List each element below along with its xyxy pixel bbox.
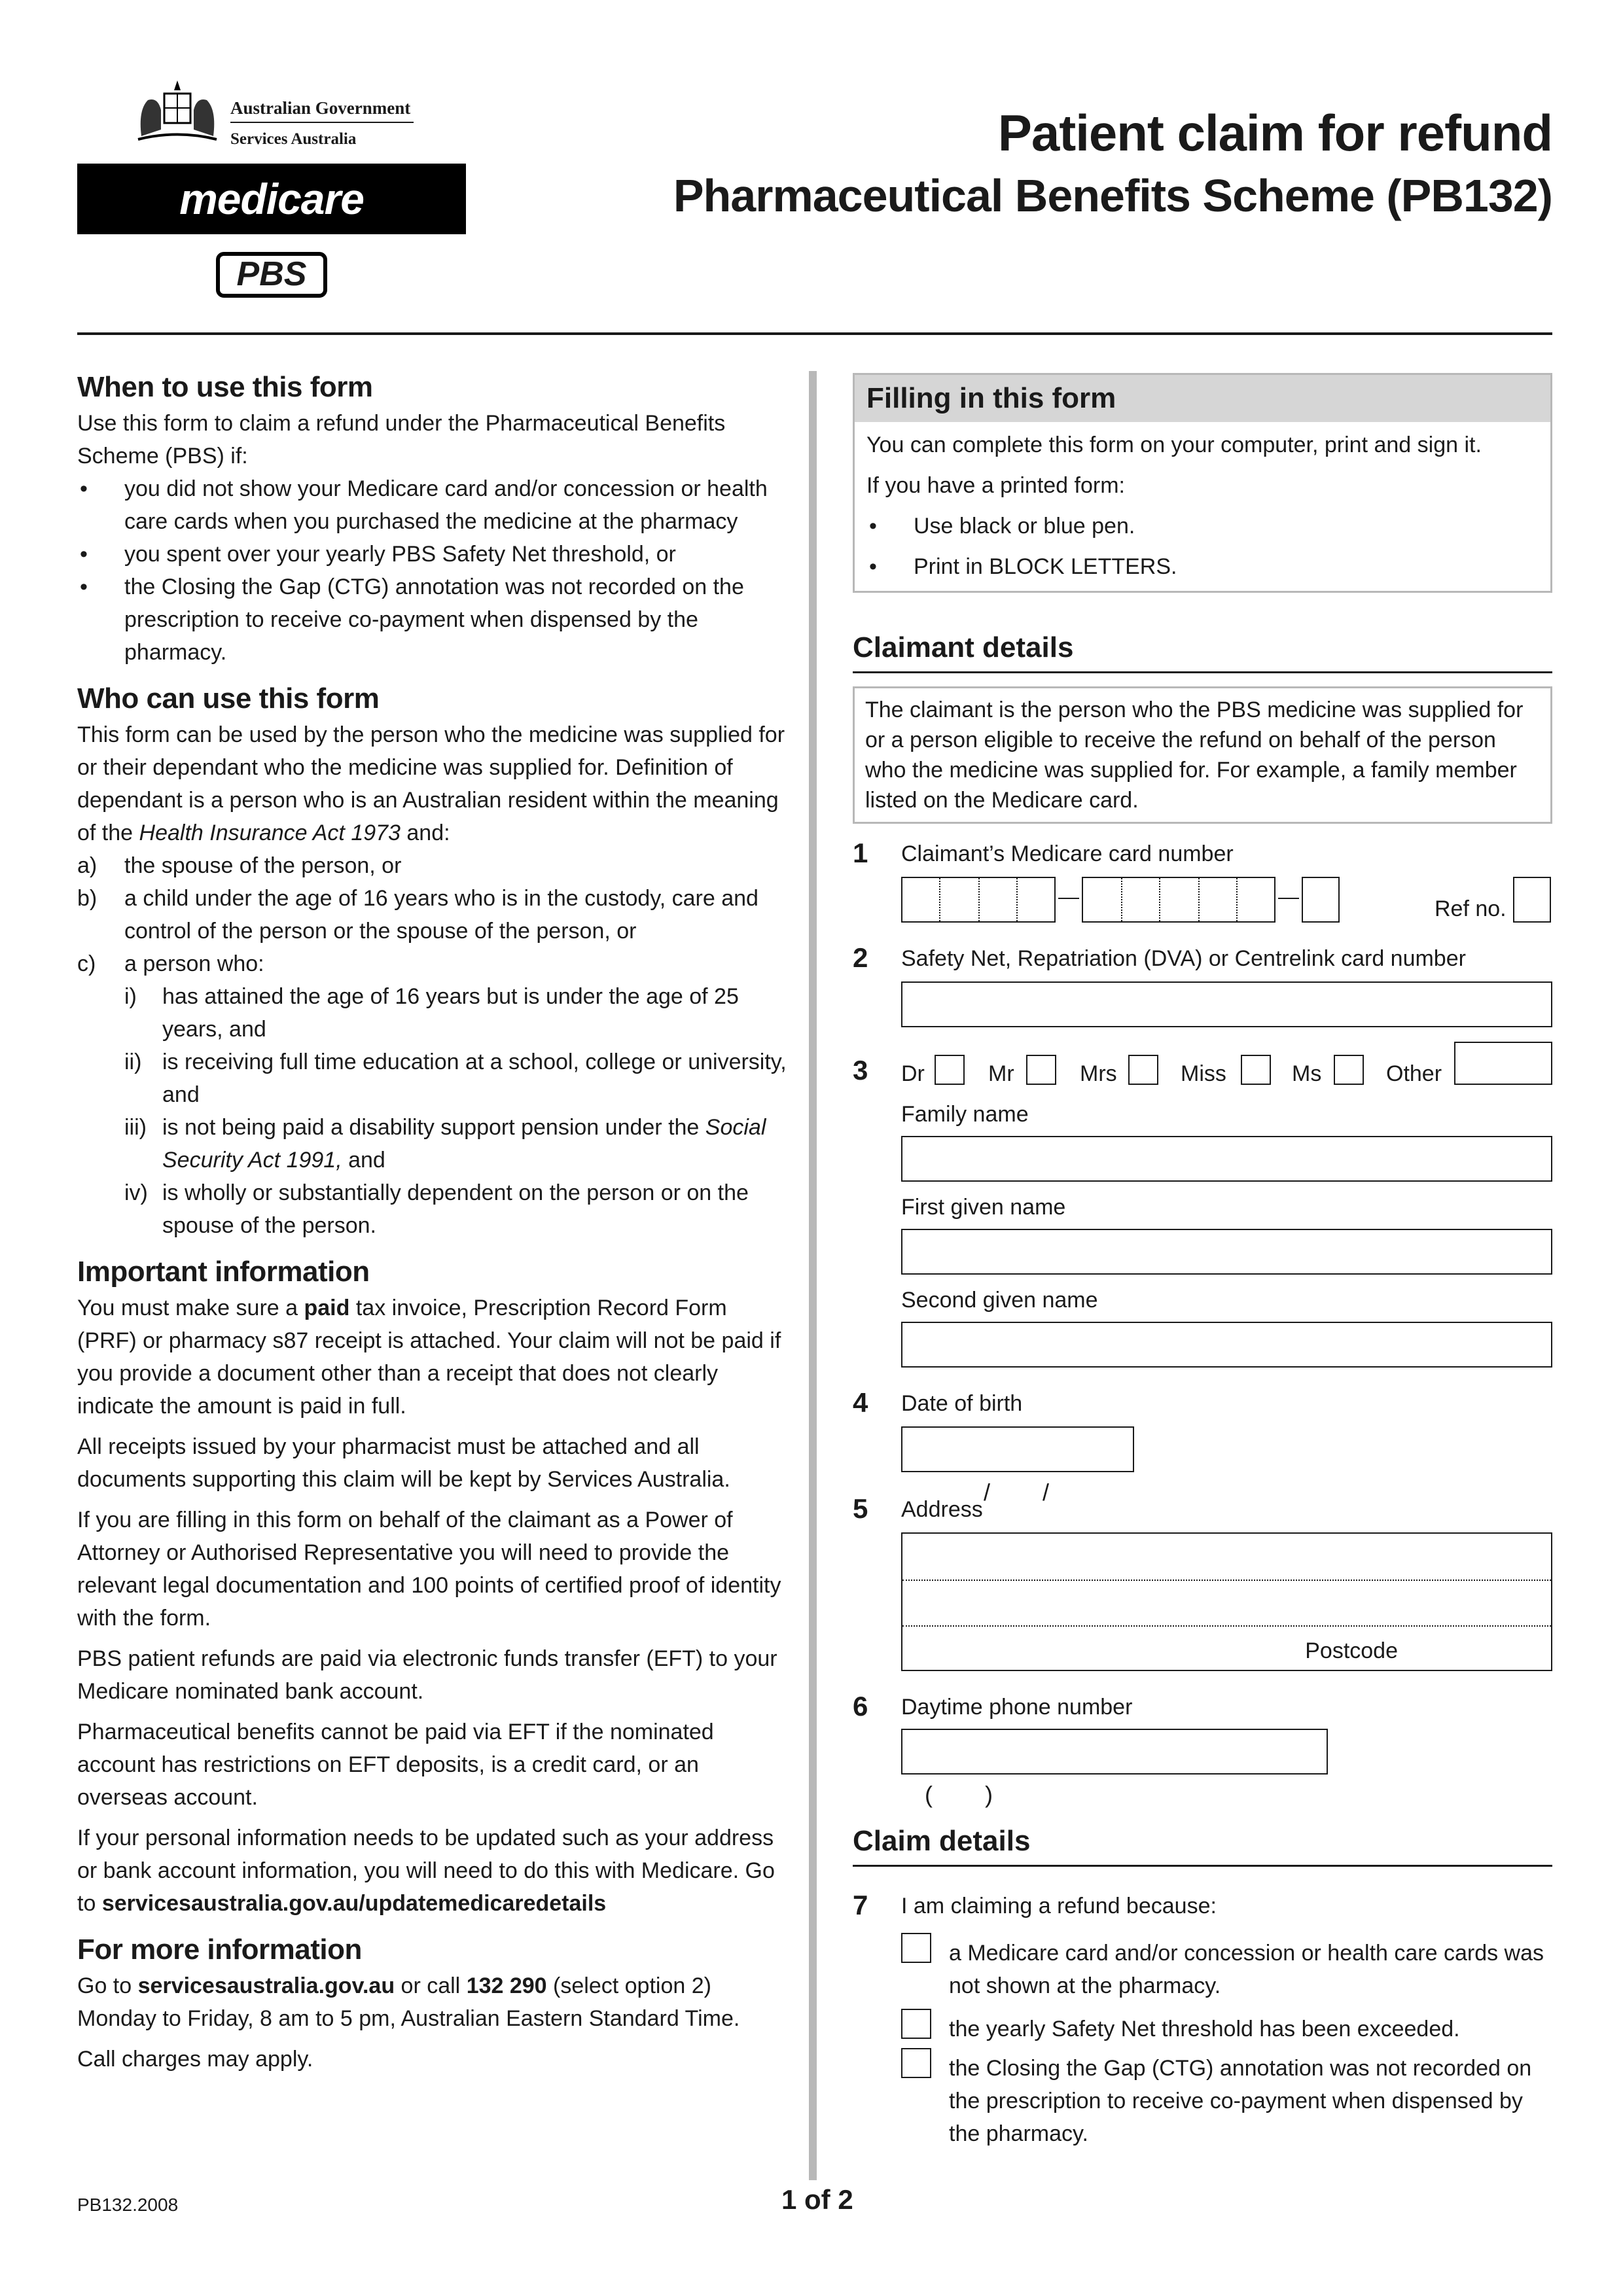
ref-no-field[interactable] — [1513, 877, 1551, 923]
title-mr-label: Mr — [988, 1061, 1014, 1086]
title-ms-checkbox[interactable] — [1334, 1055, 1364, 1085]
ref-no-label: Ref no. — [1435, 896, 1507, 921]
reason-safety-net-checkbox[interactable] — [901, 2009, 931, 2039]
medicare-card-field-3[interactable] — [1302, 877, 1340, 923]
dob-separators: / / — [984, 1479, 1050, 1506]
text: Go to — [77, 1973, 138, 1998]
important-paragraph: PBS patient refunds are paid via electronic funds transfer (EFT) to your Medicare nominated bank account. — [77, 1646, 777, 1704]
list-text: is receiving full time education at a school, college or university, and — [162, 1050, 787, 1107]
dob-label: Date of birth — [901, 1391, 1023, 1416]
family-name-input[interactable] — [901, 1136, 1552, 1182]
title-mr-checkbox[interactable] — [1026, 1055, 1056, 1085]
title-dr-label: Dr — [901, 1061, 925, 1086]
list-text: is wholly or substantially dependent on the person or on the spouse of the person. — [162, 1180, 749, 1238]
list-item: • you did not show your Medicare card and/or concession or health care cards when you purchased the medicine at the pharmacy — [77, 472, 791, 538]
phone-number: 132 290 — [466, 1973, 547, 1998]
list-item: • the Closing the Gap (CTG) annotation was not recorded on the prescription to receive co-payment when dispensed by the pharmacy. — [77, 571, 791, 669]
cell-divider — [978, 878, 980, 921]
question-number: 2 — [853, 942, 868, 973]
when-intro: Use this form to claim a refund under the Pharmaceutical Benefits Scheme (PBS) if: — [77, 411, 726, 468]
list-text: is not being paid a disability support pension under the — [162, 1115, 705, 1140]
title-line-2: Pharmaceutical Benefits Scheme (PB132) — [673, 170, 1552, 221]
list-item: • Print in BLOCK LETTERS. — [866, 550, 1539, 583]
list-text-end: and — [342, 1148, 385, 1173]
title-dr-checkbox[interactable] — [935, 1055, 965, 1085]
q2-label: Safety Net, Repatriation (DVA) or Centrelink card number — [901, 946, 1466, 971]
important-paragraph — [77, 1822, 791, 1920]
important-paragraph: All receipts issued by your pharmacist must be attached and all documents supporting this claim will be kept by Services Australia. — [77, 1434, 730, 1492]
right-column — [853, 373, 1552, 824]
important-heading: Important information — [77, 1256, 370, 1288]
text: You must make sure a — [77, 1296, 304, 1320]
list-marker: i) — [124, 984, 137, 1009]
q7-label: I am claiming a refund because: — [901, 1894, 1217, 1918]
reason-card-checkbox[interactable] — [901, 1933, 931, 1963]
who-intro-text: This form can be used by the person who the medicine was supplied for or their dependant who the medicine was supplied for. Definition of dependant is a person who is an Australian resident within the meaning of the — [77, 722, 785, 845]
list-text: has attained the age of 16 years but is under the age of 25 years, and — [162, 984, 739, 1042]
list-item — [77, 1111, 791, 1176]
filling-line: You can complete this form on your computer, print and sign it. — [866, 433, 1482, 457]
question-number: 3 — [853, 1055, 868, 1086]
cell-divider — [1121, 878, 1122, 921]
website-link[interactable]: servicesaustralia.gov.au — [137, 1973, 395, 1998]
header-divider — [77, 332, 1552, 335]
q1-label: Claimant’s Medicare card number — [901, 841, 1234, 866]
phone-label: Daytime phone number — [901, 1695, 1133, 1720]
question-number: 5 — [853, 1493, 868, 1524]
list-text: a person who: — [124, 951, 264, 976]
who-heading: Who can use this form — [77, 682, 380, 715]
who-intro — [77, 718, 791, 849]
filling-body — [855, 422, 1550, 591]
list-item: • you spent over your yearly PBS Safety Net threshold, or — [77, 538, 791, 571]
reason-ctg-checkbox[interactable] — [901, 2048, 931, 2078]
list-item — [77, 980, 791, 1046]
first-name-input[interactable] — [901, 1229, 1552, 1275]
family-name-label: Family name — [901, 1102, 1029, 1127]
cell-divider — [1236, 878, 1238, 921]
reason-safety-net-label: the yearly Safety Net threshold has been exceeded. — [949, 2017, 1460, 2041]
list-marker: iv) — [124, 1180, 148, 1205]
text: (select option 2) Monday to Friday, 8 am to 5 pm, Australian Eastern Standard Time. — [77, 1973, 740, 2031]
list-item — [77, 1046, 791, 1111]
list-item — [77, 849, 791, 882]
postcode-label: Postcode — [1305, 1638, 1398, 1663]
column-divider — [809, 371, 817, 2180]
important-paragraph: Pharmaceutical benefits cannot be paid via EFT if the nominated account has restrictions on EFT deposits, is a credit card, or an overseas account. — [77, 1720, 714, 1810]
gov-line-2: Services Australia — [230, 122, 414, 150]
medicare-logo: medicare — [77, 164, 466, 234]
dob-input[interactable] — [901, 1426, 1134, 1506]
list-text: the spouse of the person, or — [124, 853, 402, 878]
cell-divider — [1198, 878, 1200, 921]
claimant-heading: Claimant details — [853, 628, 1552, 673]
who-intro-end: and: — [400, 821, 450, 845]
list-item — [77, 947, 791, 980]
text-bold: paid — [304, 1296, 350, 1320]
filling-box — [853, 373, 1552, 593]
cell-divider — [1159, 878, 1160, 921]
list-marker: c) — [77, 951, 96, 976]
when-list — [77, 472, 791, 669]
claim-heading: Claim details — [853, 1822, 1552, 1867]
list-item — [77, 882, 791, 947]
more-paragraph: Call charges may apply. — [77, 2047, 313, 2072]
medicare-card-field-1[interactable] — [901, 877, 1056, 923]
list-act: Social Security Act 1991, — [162, 1115, 766, 1173]
title-other-label: Other — [1386, 1061, 1442, 1086]
list-marker: ii) — [124, 1050, 142, 1074]
pbs-logo: PBS — [216, 252, 327, 298]
text: tax invoice, Prescription Record Form (PRF) or pharmacy s87 receipt is attached. Your claim will not be paid if you provide a document other than a receipt that does not clearly indicate the amount is paid in full. — [77, 1296, 781, 1419]
second-name-input[interactable] — [901, 1322, 1552, 1368]
important-paragraph — [77, 1292, 791, 1422]
title-mrs-label: Mrs — [1080, 1061, 1117, 1086]
coat-of-arms-icon — [128, 77, 226, 149]
update-details-link[interactable]: servicesaustralia.gov.au/updatemedicaredetails — [101, 1891, 607, 1916]
first-name-label: First given name — [901, 1195, 1066, 1220]
reason-card-label: a Medicare card and/or concession or health care cards was not shown at the pharmacy. — [949, 1941, 1544, 1998]
question-number: 4 — [853, 1387, 868, 1418]
cell-divider — [939, 878, 940, 921]
title-miss-checkbox[interactable] — [1241, 1055, 1271, 1085]
page-title — [673, 101, 1552, 227]
who-intro-act: Health Insurance Act 1973 — [139, 821, 401, 845]
list-item: • Use black or blue pen. — [866, 510, 1539, 542]
dash — [1058, 898, 1079, 899]
gov-line-1: Australian Government — [230, 98, 411, 118]
question-number: 1 — [853, 838, 868, 868]
card-number-input[interactable] — [901, 981, 1552, 1027]
title-line-1: Patient claim for refund — [997, 104, 1552, 162]
form-code: PB132.2008 — [77, 2195, 179, 2215]
list-marker: a) — [77, 853, 98, 878]
question-number: 6 — [853, 1691, 868, 1722]
text: or call — [395, 1973, 467, 1998]
important-paragraph: If you are filling in this form on behalf of the claimant as a Power of Attorney or Authorised Representative you will need to provide the relevant legal documentation and 100 points of certified proof of identity with the form. — [77, 1508, 781, 1631]
second-name-label: Second given name — [901, 1288, 1098, 1313]
filling-heading: Filling in this form — [855, 375, 1550, 422]
list-marker: iii) — [124, 1115, 147, 1140]
medicare-card-field-2[interactable] — [1082, 877, 1275, 923]
title-mrs-checkbox[interactable] — [1128, 1055, 1158, 1085]
when-heading: When to use this form — [77, 371, 373, 403]
list-marker: b) — [77, 886, 98, 911]
government-wordmark — [230, 97, 414, 150]
left-column — [77, 368, 791, 2083]
list-item — [77, 1176, 791, 1242]
address-input[interactable] — [901, 1532, 1552, 1671]
title-miss-label: Miss — [1181, 1061, 1226, 1086]
address-label: Address — [901, 1497, 983, 1522]
claimant-note: The claimant is the person who the PBS medicine was supplied for or a person eligible to receive the refund on behalf of the person who the medicine was supplied for. For example, a family member listed on the Medicare card. — [853, 686, 1552, 824]
page-number: 1 of 2 — [781, 2184, 853, 2215]
title-other-input[interactable] — [1454, 1042, 1552, 1085]
phone-parens: ( ) — [925, 1781, 993, 1808]
more-paragraph — [77, 1969, 791, 2035]
title-ms-label: Ms — [1292, 1061, 1322, 1086]
text: If your personal information needs to be updated such as your address or bank account information, you will need to do this with Medicare. Go to — [77, 1826, 775, 1916]
address-line — [902, 1580, 1551, 1581]
list-text: a child under the age of 16 years who is in the custody, care and control of the person or the spouse of the person, or — [124, 886, 758, 944]
address-line — [902, 1625, 1551, 1627]
filling-list — [866, 510, 1539, 583]
question-number: 7 — [853, 1890, 868, 1920]
cell-divider — [1016, 878, 1018, 921]
phone-input[interactable] — [901, 1729, 1328, 1808]
dash — [1278, 898, 1299, 899]
reason-ctg-label: the Closing the Gap (CTG) annotation was not recorded on the prescription to receive co-payment when dispensed by the pharmacy. — [949, 2056, 1532, 2146]
more-heading: For more information — [77, 1934, 362, 1966]
filling-line: If you have a printed form: — [866, 473, 1125, 498]
